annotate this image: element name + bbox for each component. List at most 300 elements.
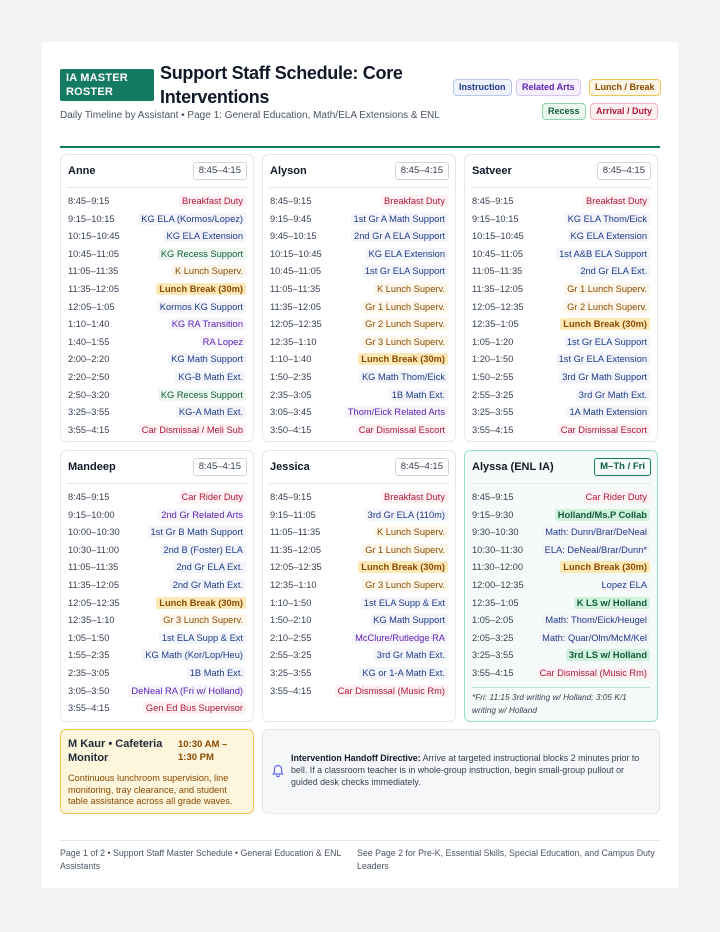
activity-label: 1st Gr A Math Support	[351, 213, 448, 225]
activity-label: 3rd Gr Math Ext.	[374, 649, 448, 661]
time-slot: 8:45–9:15	[472, 196, 514, 206]
schedule-row	[68, 489, 246, 507]
activity-label: 2nd Gr Related Arts	[158, 509, 246, 521]
time-slot: 10:15–10:45	[68, 231, 120, 242]
activity-label: KG Math Support	[370, 614, 448, 626]
activity-label: Thom/Eick Related Arts	[345, 406, 448, 418]
monitor-time: 10:30 AM – 1:30 PM	[178, 739, 228, 763]
schedule-row	[68, 422, 246, 440]
schedule-row	[68, 700, 246, 718]
schedule-row	[68, 665, 246, 683]
activity-label: Car Dismissal Escort	[558, 424, 650, 436]
legend-arrival-duty: Arrival / Duty	[590, 103, 658, 120]
footer-right: See Page 2 for Pre-K, Essential Skills, Special Education, and Campus Duty Leaders	[357, 848, 655, 871]
activity-label: 3rd Gr Math Ext.	[576, 389, 650, 401]
card-divider	[471, 187, 651, 188]
activity-label: 1B Math Ext.	[187, 667, 246, 679]
time-slot: 9:30–10:30	[472, 527, 519, 538]
legend-related-arts: Related Arts	[516, 79, 581, 96]
activity-cell	[564, 299, 650, 317]
activity-cell	[577, 263, 650, 281]
schedule-row	[472, 595, 650, 613]
activity-label: Lunch Break (30m)	[156, 597, 246, 609]
activity-label: KG-B Math Ext.	[175, 371, 246, 383]
activity-cell	[574, 595, 650, 613]
activity-cell	[139, 422, 246, 440]
activity-cell	[128, 683, 246, 701]
schedule-row	[472, 316, 650, 334]
schedule-row	[270, 665, 448, 683]
schedule-row	[472, 542, 650, 560]
schedule-row	[68, 630, 246, 648]
time-slot: 2:55–3:25	[472, 389, 514, 400]
schedule-row	[270, 559, 448, 577]
directive-label: Intervention Handoff Directive:	[291, 753, 421, 763]
time-slot: 11:35–12:05	[68, 283, 120, 294]
schedule-row	[270, 211, 448, 229]
handoff-directive	[262, 729, 660, 814]
cafeteria-monitor-card	[60, 729, 254, 814]
directive-text	[291, 752, 641, 789]
schedule-row	[270, 630, 448, 648]
activity-label: Math: Dunn/Brar/DeNeal	[542, 526, 650, 538]
activity-cell	[156, 595, 246, 613]
time-slot: 2:50–3:20	[68, 389, 110, 400]
schedule-row	[270, 316, 448, 334]
schedule-row	[270, 281, 448, 299]
time-slot: 8:45–9:15	[68, 492, 110, 502]
activity-cell	[158, 387, 246, 405]
activity-cell	[374, 281, 448, 299]
activity-cell	[143, 700, 246, 718]
activity-cell	[160, 612, 246, 630]
activity-label: Math: Quar/Olm/McM/Kel	[539, 632, 650, 644]
schedule-row	[68, 351, 246, 369]
activity-cell	[537, 665, 650, 683]
activity-cell	[362, 299, 448, 317]
schedule-row	[472, 404, 650, 422]
activity-label: Gr 3 Lunch Superv.	[362, 579, 448, 591]
activity-label: KG Math (Kor/Lop/Heu)	[142, 649, 246, 661]
activity-cell	[370, 612, 448, 630]
time-slot: 10:00–10:30	[68, 527, 120, 538]
schedule-row	[472, 489, 650, 507]
activity-label: Gen Ed Bus Supervisor	[143, 702, 246, 714]
activity-cell	[159, 630, 246, 648]
time-slot: 10:45–11:05	[270, 266, 322, 277]
time-slot: 1:20–1:50	[472, 354, 514, 365]
shift-hours-badge: 8:45–4:15	[193, 458, 247, 476]
activity-label: 1st ELA Supp & Ext	[159, 632, 246, 644]
activity-label: Car Dismissal / Meli Sub	[139, 424, 246, 436]
activity-label: 3rd Gr Math Support	[559, 371, 650, 383]
card-header	[68, 457, 247, 481]
activity-cell	[156, 281, 246, 299]
shift-hours-badge: M–Th / Fri	[594, 458, 651, 476]
monitor-name: M Kaur • Cafeteria Monitor	[68, 738, 163, 764]
activity-cell	[160, 542, 246, 560]
activity-label: K LS w/ Holland	[574, 597, 650, 609]
activity-label: Lunch Break (30m)	[156, 283, 246, 295]
schedule-row	[68, 211, 246, 229]
time-slot: 8:45–9:15	[68, 196, 110, 206]
time-slot: 11:05–11:35	[270, 283, 321, 294]
time-slot: 11:35–12:05	[270, 544, 322, 555]
schedule-row	[472, 577, 650, 595]
activity-cell	[555, 507, 650, 525]
activity-cell	[566, 647, 650, 665]
page-header	[60, 64, 660, 146]
assistant-name: Anne	[68, 165, 96, 177]
time-slot: 9:15–10:15	[472, 213, 519, 224]
schedule-row	[472, 524, 650, 542]
activity-cell	[374, 524, 448, 542]
schedule-row	[68, 316, 246, 334]
time-slot: 3:25–3:55	[270, 667, 312, 678]
activity-label: KG Math Thom/Eick	[359, 371, 448, 383]
schedule-row	[270, 369, 448, 387]
schedule-row	[270, 489, 448, 507]
schedule-row	[68, 647, 246, 665]
schedule-rows	[472, 193, 650, 439]
activity-cell	[170, 577, 246, 595]
activity-cell	[362, 577, 448, 595]
directive-body: Arrive at targeted instructional blocks 2 minutes prior to bell. If a classroom teacher is in whole-group instruction, begin small-group pullout or guided desk checks immediately.	[291, 753, 640, 788]
assistant-card	[262, 154, 456, 442]
assistant-card	[262, 450, 456, 722]
activity-cell	[148, 524, 247, 542]
time-slot: 9:15–9:45	[270, 213, 312, 224]
time-slot: 3:55–4:15	[68, 424, 110, 435]
activity-cell	[359, 665, 448, 683]
activity-cell	[559, 369, 650, 387]
time-slot: 3:25–3:55	[68, 407, 110, 418]
activity-cell	[568, 228, 651, 246]
activity-label: Gr 1 Lunch Superv.	[362, 544, 448, 556]
activity-label: 2nd Gr A ELA Support	[351, 230, 448, 242]
activity-label: 3rd LS w/ Holland	[566, 649, 650, 661]
legend-lunch-break: Lunch / Break	[589, 79, 661, 96]
activity-cell	[362, 542, 448, 560]
activity-label: 2nd Gr ELA Ext.	[577, 265, 650, 277]
activity-cell	[172, 263, 246, 281]
card-header	[270, 457, 449, 481]
time-slot: 12:35–1:05	[472, 319, 519, 330]
schedule-row	[68, 595, 246, 613]
time-slot: 3:55–4:15	[270, 685, 312, 696]
activity-label: Kormos KG Support	[157, 301, 246, 313]
page-title: Support Staff Schedule: Core Interventions	[160, 63, 403, 107]
activity-cell	[576, 387, 650, 405]
time-slot: 10:45–11:05	[472, 248, 524, 259]
time-slot: 11:35–12:05	[68, 579, 120, 590]
activity-label: KG Math Support	[168, 353, 246, 365]
time-slot: 11:35–12:05	[270, 301, 322, 312]
shift-hours-badge: 8:45–4:15	[395, 162, 449, 180]
schedule-row	[472, 559, 650, 577]
time-slot: 2:35–3:05	[270, 389, 312, 400]
activity-label: KG ELA Extension	[164, 230, 247, 242]
time-slot: 10:30–11:30	[472, 544, 524, 555]
activity-label: KG RA Transition	[169, 318, 246, 330]
activity-label: 1st A&B ELA Support	[556, 248, 650, 260]
time-slot: 12:05–1:05	[68, 301, 115, 312]
time-slot: 9:15–9:30	[472, 509, 514, 520]
schedule-rows	[68, 489, 246, 718]
time-slot: 11:35–12:05	[472, 283, 524, 294]
activity-label: Breakfast Duty	[179, 195, 246, 207]
activity-cell	[560, 316, 650, 334]
header-rule	[60, 146, 660, 148]
schedule-row	[472, 647, 650, 665]
activity-cell	[358, 351, 448, 369]
time-slot: 9:15–10:00	[68, 509, 115, 520]
activity-label: Lopez ELA	[599, 579, 651, 591]
time-slot: 12:05–12:35	[270, 562, 322, 573]
schedule-row	[472, 665, 650, 683]
schedule-row	[68, 299, 246, 317]
time-slot: 12:35–1:10	[270, 336, 317, 347]
schedule-row	[270, 647, 448, 665]
time-slot: 11:30–12:00	[472, 562, 524, 573]
roster-badge: IA MASTER ROSTER	[60, 69, 154, 101]
activity-label: 2nd B (Foster) ELA	[160, 544, 246, 556]
schedule-row	[68, 334, 246, 352]
time-slot: 1:55–2:35	[68, 650, 110, 661]
schedule-row	[270, 612, 448, 630]
schedule-row	[270, 524, 448, 542]
assistant-name: Alyssa (ENL IA)	[472, 461, 554, 473]
schedule-rows	[270, 193, 448, 439]
activity-label: DeNeal RA (Fri w/ Holland)	[128, 685, 246, 697]
activity-label: KG-A Math Ext.	[176, 406, 246, 418]
activity-cell	[381, 489, 448, 507]
activity-label: 2nd Gr Math Ext.	[170, 579, 246, 591]
time-slot: 9:15–11:05	[270, 509, 316, 520]
time-slot: 9:45–10:15	[270, 231, 317, 242]
activity-cell	[556, 246, 650, 264]
schedule-row	[270, 542, 448, 560]
card-header	[270, 161, 449, 185]
time-slot: 10:45–11:05	[68, 248, 120, 259]
activity-cell	[362, 316, 448, 334]
activity-cell	[564, 281, 650, 299]
activity-cell	[335, 683, 448, 701]
schedule-row	[68, 228, 246, 246]
activity-cell	[374, 647, 448, 665]
time-slot: 12:35–1:10	[270, 579, 317, 590]
time-slot: 1:05–2:05	[472, 615, 514, 626]
time-slot: 1:50–2:55	[472, 371, 514, 382]
legend-instruction: Instruction	[453, 79, 512, 96]
time-slot: 12:35–1:05	[472, 597, 519, 608]
activity-cell	[179, 193, 246, 211]
activity-cell	[168, 351, 246, 369]
activity-label: Gr 2 Lunch Superv.	[564, 301, 650, 313]
time-slot: 8:45–9:15	[270, 492, 312, 502]
card-divider	[471, 483, 651, 484]
activity-cell	[345, 404, 448, 422]
friday-note: *Fri: 11:15 3rd writing w/ Holland; 3:05 K/1 writing w/ Holland	[472, 687, 650, 717]
activity-label: KG ELA Extension	[366, 248, 449, 260]
activity-label: McClure/Rutledge RA	[352, 632, 448, 644]
schedule-row	[68, 281, 246, 299]
activity-label: 1st Gr ELA Extension	[556, 353, 650, 365]
footer-left: Page 1 of 2 • Support Staff Master Schedule • General Education & ENL Assistants	[60, 848, 341, 871]
assistant-card	[464, 154, 658, 442]
schedule-rows	[68, 193, 246, 439]
page-subtitle: Daily Timeline by Assistant • Page 1: General Education, Math/ELA Extensions & ENL	[60, 110, 440, 121]
schedule-row	[472, 299, 650, 317]
activity-label: KG Recess Support	[158, 389, 246, 401]
schedule-row	[270, 683, 448, 701]
time-slot: 2:55–3:25	[270, 650, 312, 661]
time-slot: 3:55–4:15	[472, 424, 514, 435]
assistant-name: Mandeep	[68, 461, 116, 473]
schedule-row	[472, 387, 650, 405]
schedule-row	[270, 263, 448, 281]
card-divider	[269, 483, 449, 484]
activity-cell	[158, 507, 246, 525]
activity-cell	[564, 334, 650, 352]
card-header	[472, 457, 651, 481]
card-divider	[67, 187, 247, 188]
schedule-row	[472, 228, 650, 246]
schedule-row	[68, 387, 246, 405]
activity-cell	[583, 193, 650, 211]
bell-icon	[271, 764, 285, 778]
schedule-row	[270, 387, 448, 405]
schedule-row	[270, 228, 448, 246]
schedule-row	[472, 422, 650, 440]
activity-cell	[176, 404, 246, 422]
schedule-row	[472, 211, 650, 229]
schedule-row	[472, 351, 650, 369]
schedule-row	[472, 369, 650, 387]
activity-label: KG ELA (Kormos/Lopez)	[138, 213, 246, 225]
activity-cell	[351, 211, 448, 229]
activity-label: 1st Gr ELA Support	[564, 336, 650, 348]
activity-label: KG ELA Extension	[568, 230, 651, 242]
activity-cell	[362, 334, 448, 352]
activity-cell	[542, 542, 650, 560]
time-slot: 3:05–3:50	[68, 685, 110, 696]
time-slot: 11:05–11:35	[68, 562, 119, 573]
activity-label: Car Dismissal (Music Rm)	[537, 667, 650, 679]
schedule-row	[68, 559, 246, 577]
activity-label: Lunch Break (30m)	[358, 353, 448, 365]
assistant-card	[60, 154, 254, 442]
activity-cell	[175, 369, 246, 387]
monitor-description: Continuous lunchroom supervision, line monitoring, tray clearance, and student table assistance across all grade waves.	[68, 773, 233, 806]
activity-label: Lunch Break (30m)	[560, 561, 650, 573]
time-slot: 3:55–4:15	[68, 703, 110, 714]
time-slot: 12:05–12:35	[270, 319, 322, 330]
shift-hours-badge: 8:45–4:15	[395, 458, 449, 476]
activity-label: ELA: DeNeal/Brar/Dunn*	[542, 544, 650, 556]
activity-label: Car Rider Duty	[179, 491, 246, 503]
time-slot: 1:50–2:35	[270, 371, 312, 382]
schedule-row	[472, 630, 650, 648]
activity-cell	[169, 316, 246, 334]
activity-label: 1st Gr B Math Support	[148, 526, 247, 538]
schedule-row	[472, 193, 650, 211]
schedule-page	[42, 42, 678, 888]
time-slot: 10:30–11:00	[68, 544, 120, 555]
shift-hours-badge: 8:45–4:15	[597, 162, 651, 180]
time-slot: 2:05–3:25	[472, 632, 514, 643]
activity-label: Holland/Ms.P Collab	[555, 509, 650, 521]
footer-divider	[60, 840, 660, 841]
activity-cell	[358, 559, 448, 577]
time-slot: 11:05–11:35	[270, 527, 321, 538]
time-slot: 11:05–11:35	[472, 266, 523, 277]
activity-cell	[381, 193, 448, 211]
activity-label: 2nd Gr ELA Ext.	[173, 561, 246, 573]
schedule-row	[68, 263, 246, 281]
time-slot: 12:05–12:35	[472, 301, 524, 312]
activity-label: Car Rider Duty	[583, 491, 650, 503]
schedule-row	[270, 507, 448, 525]
schedule-row	[270, 299, 448, 317]
activity-cell	[361, 595, 448, 613]
schedule-row	[472, 246, 650, 264]
schedule-row	[472, 507, 650, 525]
time-slot: 8:45–9:15	[270, 196, 312, 206]
activity-label: RA Lopez	[200, 336, 246, 348]
schedule-row	[270, 595, 448, 613]
time-slot: 1:05–1:20	[472, 336, 514, 347]
schedule-row	[472, 281, 650, 299]
activity-label: Lunch Break (30m)	[358, 561, 448, 573]
time-slot: 8:45–9:15	[472, 492, 514, 502]
time-slot: 2:20–2:50	[68, 371, 110, 382]
activity-label: K Lunch Superv.	[374, 526, 448, 538]
activity-cell	[566, 404, 650, 422]
activity-label: Gr 3 Lunch Superv.	[160, 614, 246, 626]
activity-cell	[583, 489, 650, 507]
schedule-row	[68, 369, 246, 387]
assistant-name: Satveer	[472, 165, 512, 177]
time-slot: 3:55–4:15	[472, 667, 514, 678]
activity-label: 1st ELA Supp & Ext	[361, 597, 448, 609]
card-divider	[67, 483, 247, 484]
activity-cell	[158, 246, 246, 264]
activity-label: Gr 1 Lunch Superv.	[362, 301, 448, 313]
schedule-row	[68, 246, 246, 264]
schedule-row	[472, 334, 650, 352]
time-slot: 2:35–3:05	[68, 667, 110, 678]
activity-cell	[565, 211, 650, 229]
schedule-row	[270, 246, 448, 264]
time-slot: 12:00–12:35	[472, 579, 524, 590]
card-header	[472, 161, 651, 185]
activity-label: 3rd Gr ELA (110m)	[365, 509, 448, 521]
card-divider	[269, 187, 449, 188]
activity-label: Breakfast Duty	[583, 195, 650, 207]
activity-label: Breakfast Duty	[381, 195, 448, 207]
schedule-row	[270, 351, 448, 369]
time-slot: 1:50–2:10	[270, 615, 312, 626]
activity-cell	[351, 228, 448, 246]
activity-cell	[142, 647, 246, 665]
activity-cell	[542, 524, 650, 542]
activity-label: Car Dismissal Escort	[356, 424, 448, 436]
time-slot: 3:25–3:55	[472, 650, 514, 661]
schedule-row	[68, 524, 246, 542]
time-slot: 11:05–11:35	[68, 266, 119, 277]
activity-label: KG ELA Thom/Eick	[565, 213, 650, 225]
